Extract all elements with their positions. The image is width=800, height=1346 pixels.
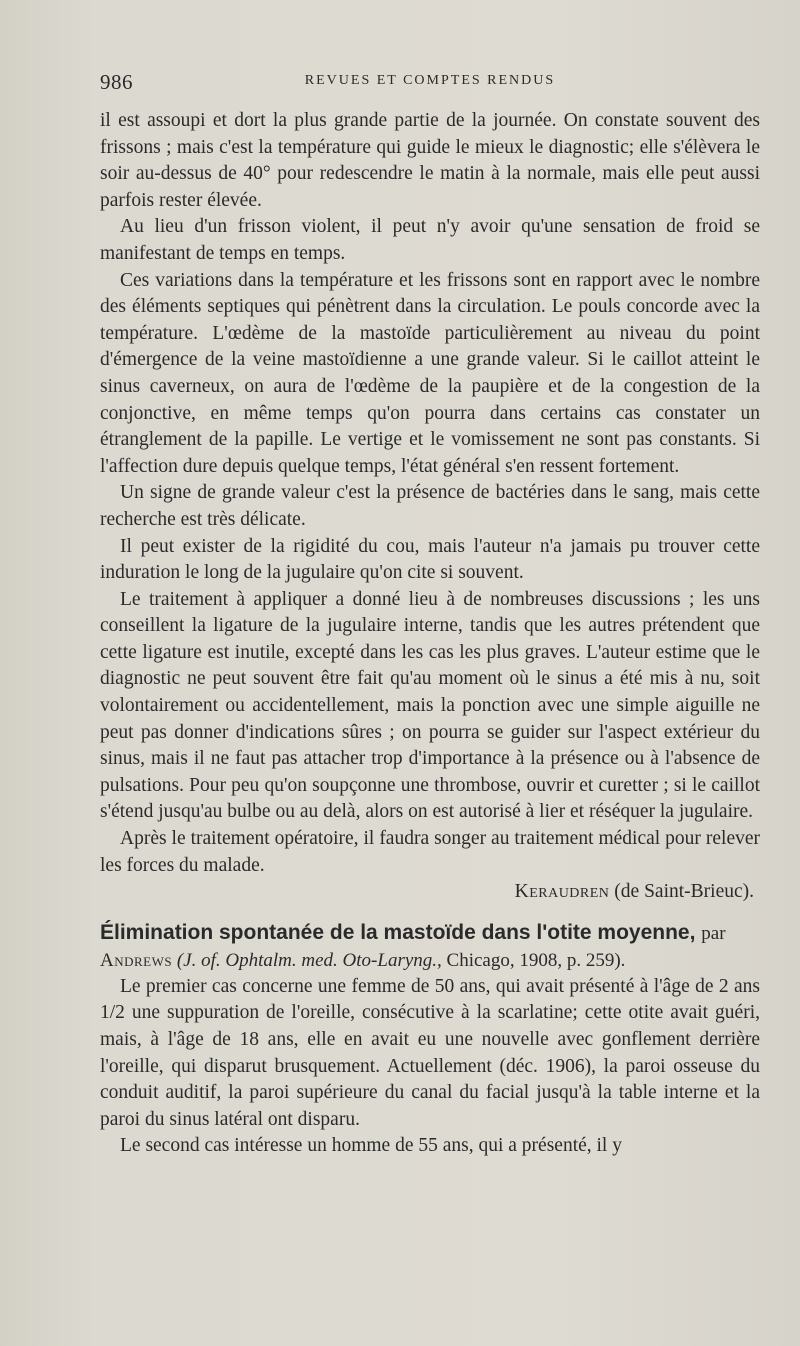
signature-location: (de Saint-Brieuc).: [614, 881, 754, 903]
body-text: [100, 108, 760, 1160]
paragraph: Le traitement à appliquer a donné lieu à de nombreuses discussions ; les uns conseillent la ligature de la jugulaire interne, tandis que les autres prétendent que cette ligature est inutile, excepté dans les cas les plus graves. L'auteur estime que le diagnostic ne peut souvent être fait qu'au moment où le sinus a été mis à nu, soit volontairement ou accidentellement, mais la ponction avec une simple aiguille ne peut pas donner d'indications sûres ; on pourra se guider sur l'aspect extérieur du sinus, mais il ne faut pas attacher trop d'importance à la présence ou à l'absence de pulsations. Pour peu qu'on soupçonne une thrombose, ouvrir et curetter ; si le caillot s'étend jusqu'au bulbe ou au delà, alors on est autorisé à lier et réséquer la jugulaire.: [100, 588, 760, 823]
author-signature: [100, 879, 760, 906]
paragraph: Après le traitement opératoire, il faudra songer au traitement médical pour relever les forces du malade.: [100, 828, 760, 876]
running-title: REVUES ET COMPTES RENDUS: [304, 73, 556, 88]
paragraph: Le premier cas concerne une femme de 50 ans, qui avait présenté à l'âge de 2 ans 1/2 une suppuration de l'oreille, consécutive à la scarlatine; cette otite avait guéri, mais, à l'âge de 18 ans, elle en avait eu une nouvelle avec gonflement derrière l'oreille, qui disparut brusquement. Actuellement (déc. 1906), la paroi osseuse du conduit auditif, la paroi supérieure du canal du facial jusqu'à la table interne et la paroi du sinus latéral ont disparu.: [100, 975, 760, 1130]
article-heading: [100, 920, 760, 974]
paragraph: Le second cas intéresse un homme de 55 ans, qui a présenté, il y: [120, 1135, 622, 1157]
article-by: par: [701, 922, 726, 944]
article-journal: (J. of. Ophtalm. med. Oto-Laryng.,: [176, 949, 442, 971]
running-head: [100, 70, 760, 96]
paragraph: Il peut exister de la rigidité du cou, mais l'auteur n'a jamais pu trouver cette induration le long de la jugulaire qu'on cite si souvent.: [100, 535, 760, 584]
signature-author: Keraudren: [514, 881, 610, 903]
paragraph: il est assoupi et dort la plus grande partie de la journée. On constate souvent des frissons ; mais c'est la température qui guide le mieux le diagnostic; elle s'élèvera le soir au-dessus de 40° pour redescendre le matin à la normale, mais elle peut aussi parfois rester élevée.: [100, 110, 760, 211]
paragraph: Au lieu d'un frisson violent, il peut n'y avoir qu'une sensation de froid se manifestant de temps en temps.: [100, 216, 760, 264]
paragraph: Ces variations dans la température et les frissons sont en rapport avec le nombre des éléments septiques qui pénètrent dans la circulation. Le pouls concorde avec la température. L'œdème de la mastoïde particulièrement au niveau du point d'émergence de la veine mastoïdienne a une grande valeur. Si le caillot atteint le sinus caverneux, on aura de l'œdème de la paupière et de la congestion de la conjonctive, en même temps qu'on pourra dans certains cas constater un étranglement de la papille. Le vertige et le vomissement ne sont pas constants. Si l'affection dure depuis quelque temps, l'état général s'en ressent fortement.: [100, 269, 760, 477]
paragraph: Un signe de grande valeur c'est la présence de bactéries dans le sang, mais cette recherche est très délicate.: [100, 482, 760, 530]
article-title: Élimination spontanée de la mastoïde dans l'otite moyenne,: [100, 920, 696, 944]
article-author: Andrews: [100, 949, 173, 971]
article-source: Chicago, 1908, p. 259).: [446, 949, 626, 971]
page-number: 986: [100, 70, 133, 94]
